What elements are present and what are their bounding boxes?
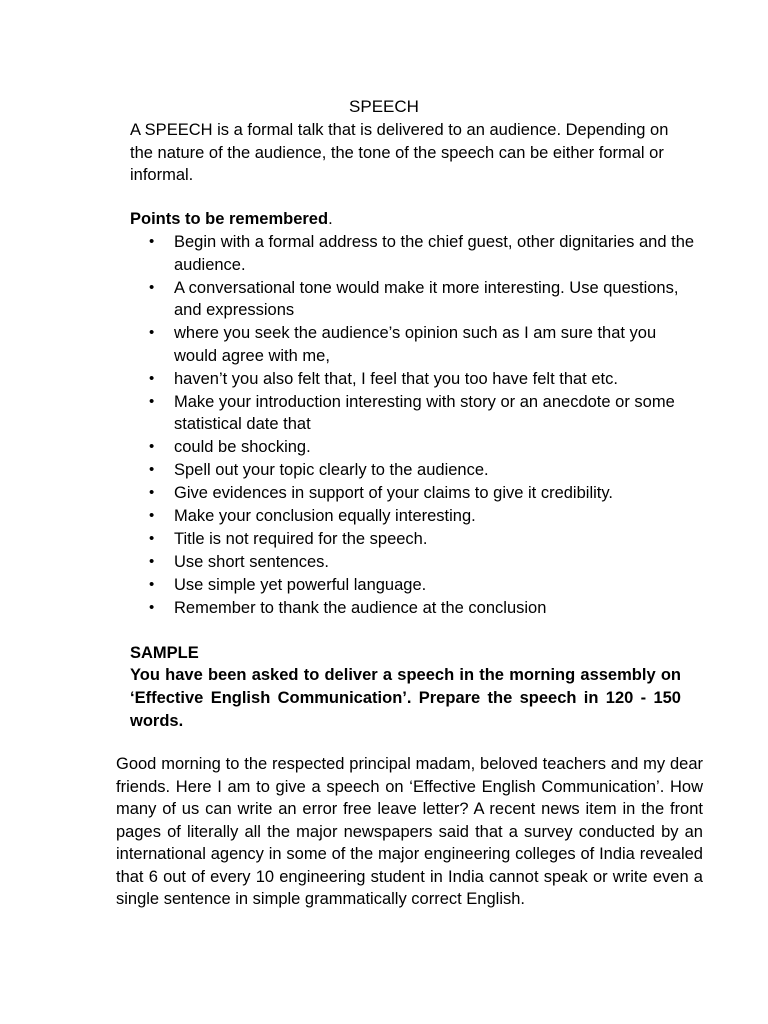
bullet-icon: • bbox=[149, 324, 155, 341]
list-item-text: Use simple yet powerful language. bbox=[174, 576, 427, 594]
speech-body: Good morning to the respected principal madam, beloved teachers and my dear friends. Here I am to give a speech on ‘Effective English Communication’. How many of us can write an error free leave letter? A recent news item in the front pages of literally all the major newspapers said that a survey conducted by an international agency in some of the major engineering colleges of India revealed that 6 out of every 10 engineering student in India cannot speak or write even a single sentence in simple grammatically correct English. bbox=[116, 755, 703, 908]
bullet-icon: • bbox=[149, 530, 155, 547]
sample-heading: SAMPLE bbox=[130, 644, 199, 662]
bullet-icon: • bbox=[149, 392, 155, 410]
page-title: SPEECH bbox=[349, 97, 419, 116]
list-item-text: where you seek the audience’s opinion such as I am sure that you would agree with me, bbox=[174, 324, 657, 365]
bullet-icon: • bbox=[149, 233, 155, 250]
list-item bbox=[130, 482, 702, 505]
list-item-text: Title is not required for the speech. bbox=[174, 530, 428, 548]
bullet-icon: • bbox=[149, 461, 155, 478]
list-item bbox=[130, 574, 702, 597]
points-list bbox=[130, 231, 702, 620]
list-item bbox=[130, 505, 702, 528]
list-item-text: A conversational tone would make it more interesting. Use questions, and expressions bbox=[174, 278, 679, 319]
list-item-text: Make your conclusion equally interesting. bbox=[174, 507, 476, 525]
list-item-text: haven’t you also felt that, I feel that you too have felt that etc. bbox=[174, 369, 618, 388]
list-item bbox=[130, 277, 702, 322]
points-heading-text: Points to be remembered bbox=[130, 210, 329, 228]
list-item bbox=[130, 391, 702, 436]
list-item-text: Spell out your topic clearly to the audience. bbox=[174, 461, 489, 479]
bullet-icon: • bbox=[149, 599, 155, 616]
sample-task: You have been asked to deliver a speech in the morning assembly on ‘Effective English Communication’. Prepare the speech in 120 - 150 words. bbox=[130, 666, 681, 730]
list-item bbox=[130, 322, 702, 367]
bullet-icon: • bbox=[149, 553, 155, 570]
bullet-icon: • bbox=[149, 369, 155, 387]
intro-paragraph: A SPEECH is a formal talk that is delivered to an audience. Depending on the nature of the audience, the tone of the speech can be either formal or informal. bbox=[130, 121, 669, 184]
list-item bbox=[130, 368, 702, 391]
list-item bbox=[130, 231, 702, 276]
list-item-text: Remember to thank the audience at the conclusion bbox=[174, 599, 547, 617]
list-item-text: could be shocking. bbox=[174, 438, 311, 456]
list-item bbox=[130, 459, 702, 482]
points-heading-period: . bbox=[328, 210, 333, 228]
list-item-text: Begin with a formal address to the chief guest, other dignitaries and the audience. bbox=[174, 233, 695, 274]
bullet-icon: • bbox=[149, 576, 155, 593]
list-item bbox=[130, 597, 702, 620]
list-item-text: Give evidences in support of your claims to give it credibility. bbox=[174, 484, 613, 502]
list-item bbox=[130, 436, 702, 459]
list-item bbox=[130, 528, 702, 551]
bullet-icon: • bbox=[149, 484, 155, 501]
bullet-icon: • bbox=[149, 438, 155, 455]
list-item-text: Make your introduction interesting with story or an anecdote or some statistical date that bbox=[174, 392, 675, 433]
list-item bbox=[130, 551, 702, 574]
points-heading bbox=[130, 208, 333, 231]
bullet-icon: • bbox=[149, 278, 155, 296]
bullet-icon: • bbox=[149, 507, 155, 524]
list-item-text: Use short sentences. bbox=[174, 553, 329, 571]
